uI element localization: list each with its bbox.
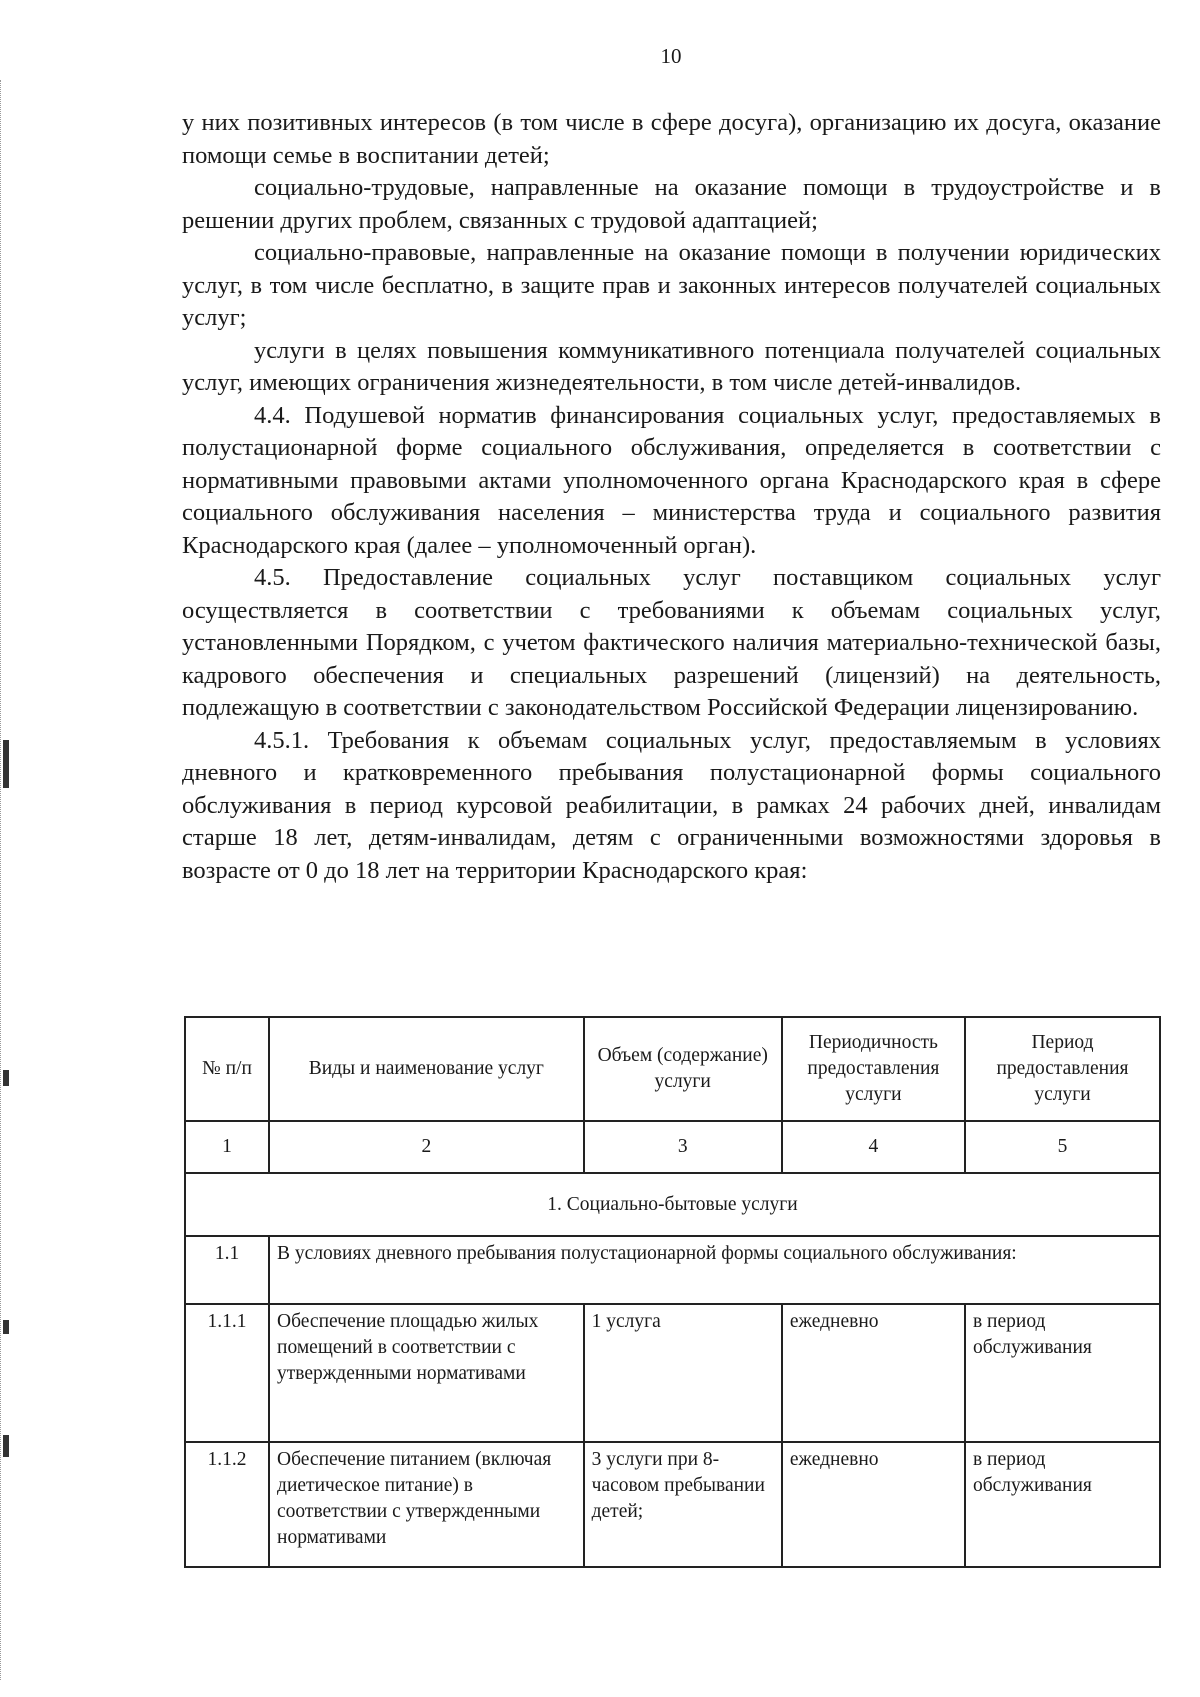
row-service-name: Обеспечение площадью жилых помещений в соответствии с утвержденными нормативами: [269, 1304, 584, 1442]
header-number: № п/п: [185, 1017, 269, 1121]
row-volume: 3 услуги при 8-часовом пребывании детей;: [584, 1442, 782, 1567]
services-table: [184, 1016, 1161, 1568]
paragraph: услуги в целях повышения коммуникативного потенциала получателей социальных услуг, имеющих ограничения жизнедеятельности, в том числе детей-инвалидов.: [182, 336, 1161, 396]
table-row: [185, 1442, 1160, 1567]
paragraph-4-4: 4.4. Подушевой норматив финансирования социальных услуг, предоставляемых в полустационарной форме социального обслуживания, определяется в соответствии с нормативными правовыми актами уполномоченного органа Краснодарского края в сфере социального обслуживания населения – министерства труда и социального развития Краснодарского края (далее – уполномоченный орган).: [182, 401, 1161, 559]
header-volume: Объем (содержание) услуги: [584, 1017, 782, 1121]
row-period: в период обслуживания: [965, 1304, 1160, 1442]
column-number: 2: [269, 1121, 584, 1173]
column-number: 4: [782, 1121, 965, 1173]
row-frequency: ежедневно: [782, 1442, 965, 1567]
column-number: 3: [584, 1121, 782, 1173]
column-number-row: [185, 1121, 1160, 1173]
section-row: [185, 1173, 1160, 1236]
scan-mark: [3, 740, 9, 788]
header-period: Период предоставления услуги: [965, 1017, 1160, 1121]
row-volume: 1 услуга: [584, 1304, 782, 1442]
page-number: 10: [660, 44, 682, 68]
table-row: [185, 1304, 1160, 1442]
row-frequency: ежедневно: [782, 1304, 965, 1442]
paragraph: социально-трудовые, направленные на оказание помощи в трудоустройстве и в решении других проблем, связанных с трудовой адаптацией;: [182, 174, 1161, 234]
paragraph-4-5-1: 4.5.1. Требования к объемам социальных услуг, предоставляемым в условиях дневного и кратковременного пребывания полустационарной формы социального обслуживания в период курсовой реабилитации, в рамках 24 рабочих дней, инвалидам старше 18 лет, детям-инвалидам, детям с ограниченными возможностями здоровья в возрасте от 0 до 18 лет на территории Краснодарского края:: [182, 726, 1161, 884]
subsection-text: В условиях дневного пребывания полустационарной формы социального обслуживания:: [269, 1236, 1160, 1304]
header-service-name: Виды и наименование услуг: [269, 1017, 584, 1121]
scan-mark: [3, 1320, 9, 1334]
subsection-row: [185, 1236, 1160, 1304]
table-header-row: [185, 1017, 1160, 1121]
scan-mark: [3, 1070, 9, 1086]
column-number: 5: [965, 1121, 1160, 1173]
body-text: [182, 107, 1161, 887]
paragraph-4-5: 4.5. Предоставление социальных услуг поставщиком социальных услуг осуществляется в соответствии с требованиями к объемам социальных услуг, установленными Порядком, с учетом фактического наличия материально-технической базы, кадрового обеспечения и специальных разрешений (лицензий) на деятельность, подлежащую в соответствии с законодательством Российской Федерации лицензированию.: [182, 564, 1161, 721]
column-number: 1: [185, 1121, 269, 1173]
paragraph: социально-правовые, направленные на оказание помощи в получении юридических услуг, в том числе бесплатно, в защите прав и законных интересов получателей социальных услуг;: [182, 239, 1161, 331]
row-service-name: Обеспечение питанием (включая диетическое питание) в соответствии с утвержденными нормативами: [269, 1442, 584, 1567]
scan-mark: [3, 1435, 9, 1457]
section-title: 1. Социально-бытовые услуги: [185, 1173, 1160, 1236]
row-number: 1.1.1: [185, 1304, 269, 1442]
paragraph: у них позитивных интересов (в том числе в сфере досуга), организацию их досуга, оказание помощи семье в воспитании детей;: [182, 109, 1161, 169]
subsection-number: 1.1: [185, 1236, 269, 1304]
row-period: в период обслуживания: [965, 1442, 1160, 1567]
scan-margin-marks: [0, 80, 19, 1680]
header-frequency: Периодичность предоставления услуги: [782, 1017, 965, 1121]
row-number: 1.1.2: [185, 1442, 269, 1567]
